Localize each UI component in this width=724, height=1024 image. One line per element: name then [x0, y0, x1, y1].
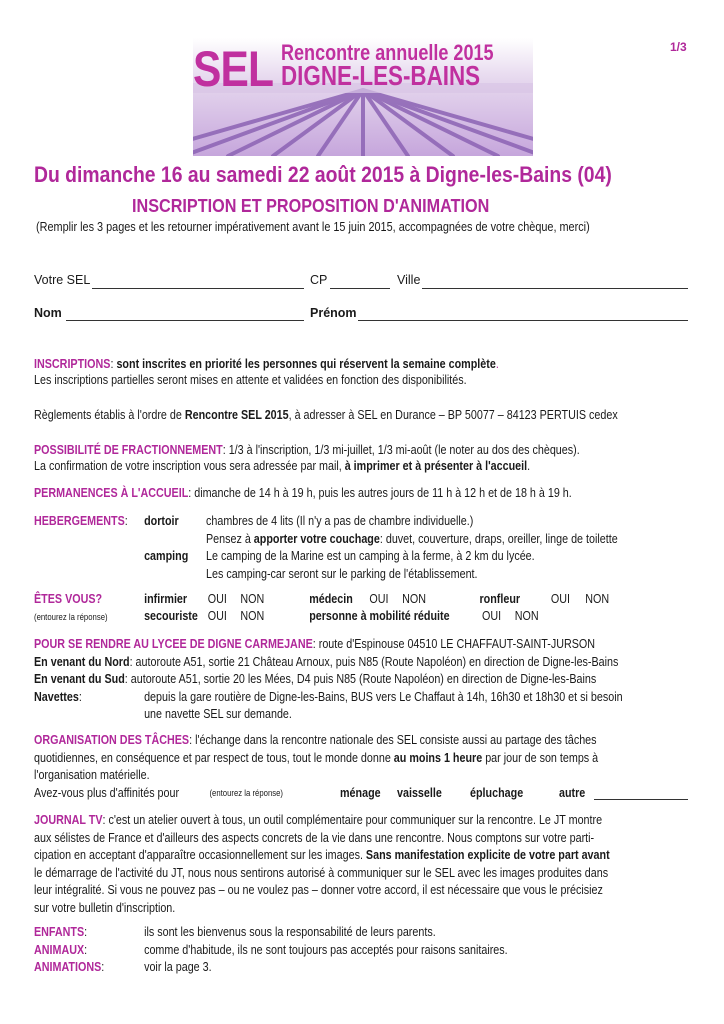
inscriptions-label: INSCRIPTIONS	[34, 357, 111, 371]
form-subtitle: (Remplir les 3 pages et les retourner impérativement avant le 15 juin 2015, accompagnées de votre chèque, merci)	[36, 220, 590, 234]
reglements-paragraph: Règlements établis à l'ordre de Rencontre SEL 2015, à adresser à SEL en Durance – BP 50077 – 84123 PERTUIS cedex	[34, 408, 618, 422]
form-title: INSCRIPTION ET PROPOSITION D'ANIMATION	[132, 196, 490, 216]
ronfleur-non[interactable]: NON	[585, 592, 610, 606]
event-dates: Du dimanche 16 au samedi 22 août 2015 à Digne-les-Bains (04)	[34, 162, 612, 187]
infirmier-non[interactable]: NON	[240, 592, 265, 606]
ville-input[interactable]	[422, 288, 688, 289]
choice-epluchage[interactable]: épluchage	[470, 786, 524, 800]
permanences-paragraph: PERMANENCES À L'ACCUEIL: dimanche de 14 h à 19 h, puis les autres jours de 11 h à 12 h et de 18 h à 19 h.	[34, 486, 572, 500]
nom-label: Nom	[34, 306, 62, 320]
autre-input[interactable]	[594, 799, 688, 800]
ville-label: Ville	[397, 273, 421, 287]
hebergements-block: HEBERGEMENTS: dortoir chambres de 4 lits (Il n'y a pas de chambre individuelle.) Pensez à apporter votre couchage: duvet, couverture, draps, oreiller, linge de toilette camping Le camping de la Marine est un camping à la ferme, à 2 km du lycée. Les camping-car seront sur le parking de l'établissement.	[34, 514, 618, 581]
cp-label: CP	[310, 273, 328, 287]
sel-logo-text: SEL	[193, 41, 274, 97]
choice-vaisselle[interactable]: vaisselle	[397, 786, 442, 800]
acces-block: POUR SE RENDRE AU LYCEE DE DIGNE CARMEJANE: route d'Espinouse 04510 LE CHAFFAUT-SAINT-JURSON En venant du Nord: autoroute A51, sortie 21 Château Arnoux, puis N85 (Route Napoléon) en direction de Digne-les-Bains En venant du Sud: autoroute A51, sortie 20 les Mées, D4 puis N85 (Route Napoléon) en direction de Digne-les-Bains Navettes: depuis la gare routière de Digne-les-Bains, BUS vers Le Chaffaut à 14h, 16h30 et 18h30 et si besoin une navette SEL sur demande.	[34, 637, 623, 721]
header-line2: DIGNE-LES-BAINS	[281, 60, 481, 91]
nom-input[interactable]	[66, 320, 304, 321]
header-line1: Rencontre annuelle 2015	[281, 40, 494, 65]
choice-autre[interactable]: autre	[559, 786, 586, 800]
prenom-input[interactable]	[358, 320, 688, 321]
organisation-block: ORGANISATION DES TÂCHES: l'échange dans la rencontre nationale des SEL consiste aussi au partage des tâches quotidiennes, en conséquence et par respect de tous, tout le monde donne au moins 1 heure par jour de son temps à l'organisation matérielle. Avez-vous plus d'affinités pour (entourez la réponse)	[34, 733, 599, 800]
fractionnement-paragraph: POSSIBILITÉ DE FRACTIONNEMENT: 1/3 à l'inscription, 1/3 mi-juillet, 1/3 mi-août (le noter au dos des chèques). La confirmation de votre inscription vous sera adressée par mail, à imprimer et à présenter à l'accueil.	[34, 443, 580, 473]
prenom-label: Prénom	[310, 306, 357, 320]
secouriste-non[interactable]: NON	[240, 609, 265, 623]
secouriste-oui[interactable]: OUI	[207, 609, 227, 623]
page-number: 1/3	[670, 40, 687, 54]
choice-menage[interactable]: ménage	[340, 786, 381, 800]
cp-input[interactable]	[330, 288, 390, 289]
votre-sel-input[interactable]	[92, 288, 304, 289]
etes-vous-block: ÊTES VOUS? (entourez la réponse) infirmier OUI NON médecin OUI NON ronfleur OUI NON secouriste OUI NON personne à mobilité réduite OUI NON	[34, 592, 610, 623]
infirmier-oui[interactable]: OUI	[207, 592, 227, 606]
footer-block: ENFANTS: ils sont les bienvenus sous la responsabilité de leurs parents. ANIMAUX: comme d'habitude, ils ne sont toujours pas acceptés pour raisons sanitaires. ANIMATIONS: voir la page 3.	[34, 925, 508, 974]
header-banner	[193, 38, 533, 156]
body-text	[34, 356, 688, 501]
medecin-non[interactable]: NON	[402, 592, 426, 606]
pmr-oui[interactable]: OUI	[482, 609, 502, 623]
votre-sel-label: Votre SEL	[34, 273, 91, 287]
medecin-oui[interactable]: OUI	[369, 592, 389, 606]
ronfleur-oui[interactable]: OUI	[550, 592, 570, 606]
pmr-non[interactable]: NON	[514, 609, 539, 623]
inscriptions-paragraph: INSCRIPTIONS: sont inscrites en priorité les personnes qui réservent la semaine complète. Les inscriptions partielles seront mises en attente et validées en fonction des disponibilités.	[34, 357, 499, 387]
journal-block: JOURNAL TV: c'est un atelier ouvert à tous, un outil complémentaire pour communiquer sur la rencontre. Le JT montre aux sélistes de France et d'ailleurs des aspects concrets de la vie dans une rencontre. Nous comptons sur votre parti- cipation en acceptant d'apparaître occasionnellement sur les images. Sans manifestation explicite de votre part avant le démarrage de l'activité du JT, nous nous sentirons autorisé à communiquer sur le SEL avec les images produites dans leur intégralité. Si vous ne pouvez pas – ou ne voulez pas – donner votre accord, il est nécessaire que vous le précisiez sur votre bulletin d'inscription.	[34, 813, 610, 915]
